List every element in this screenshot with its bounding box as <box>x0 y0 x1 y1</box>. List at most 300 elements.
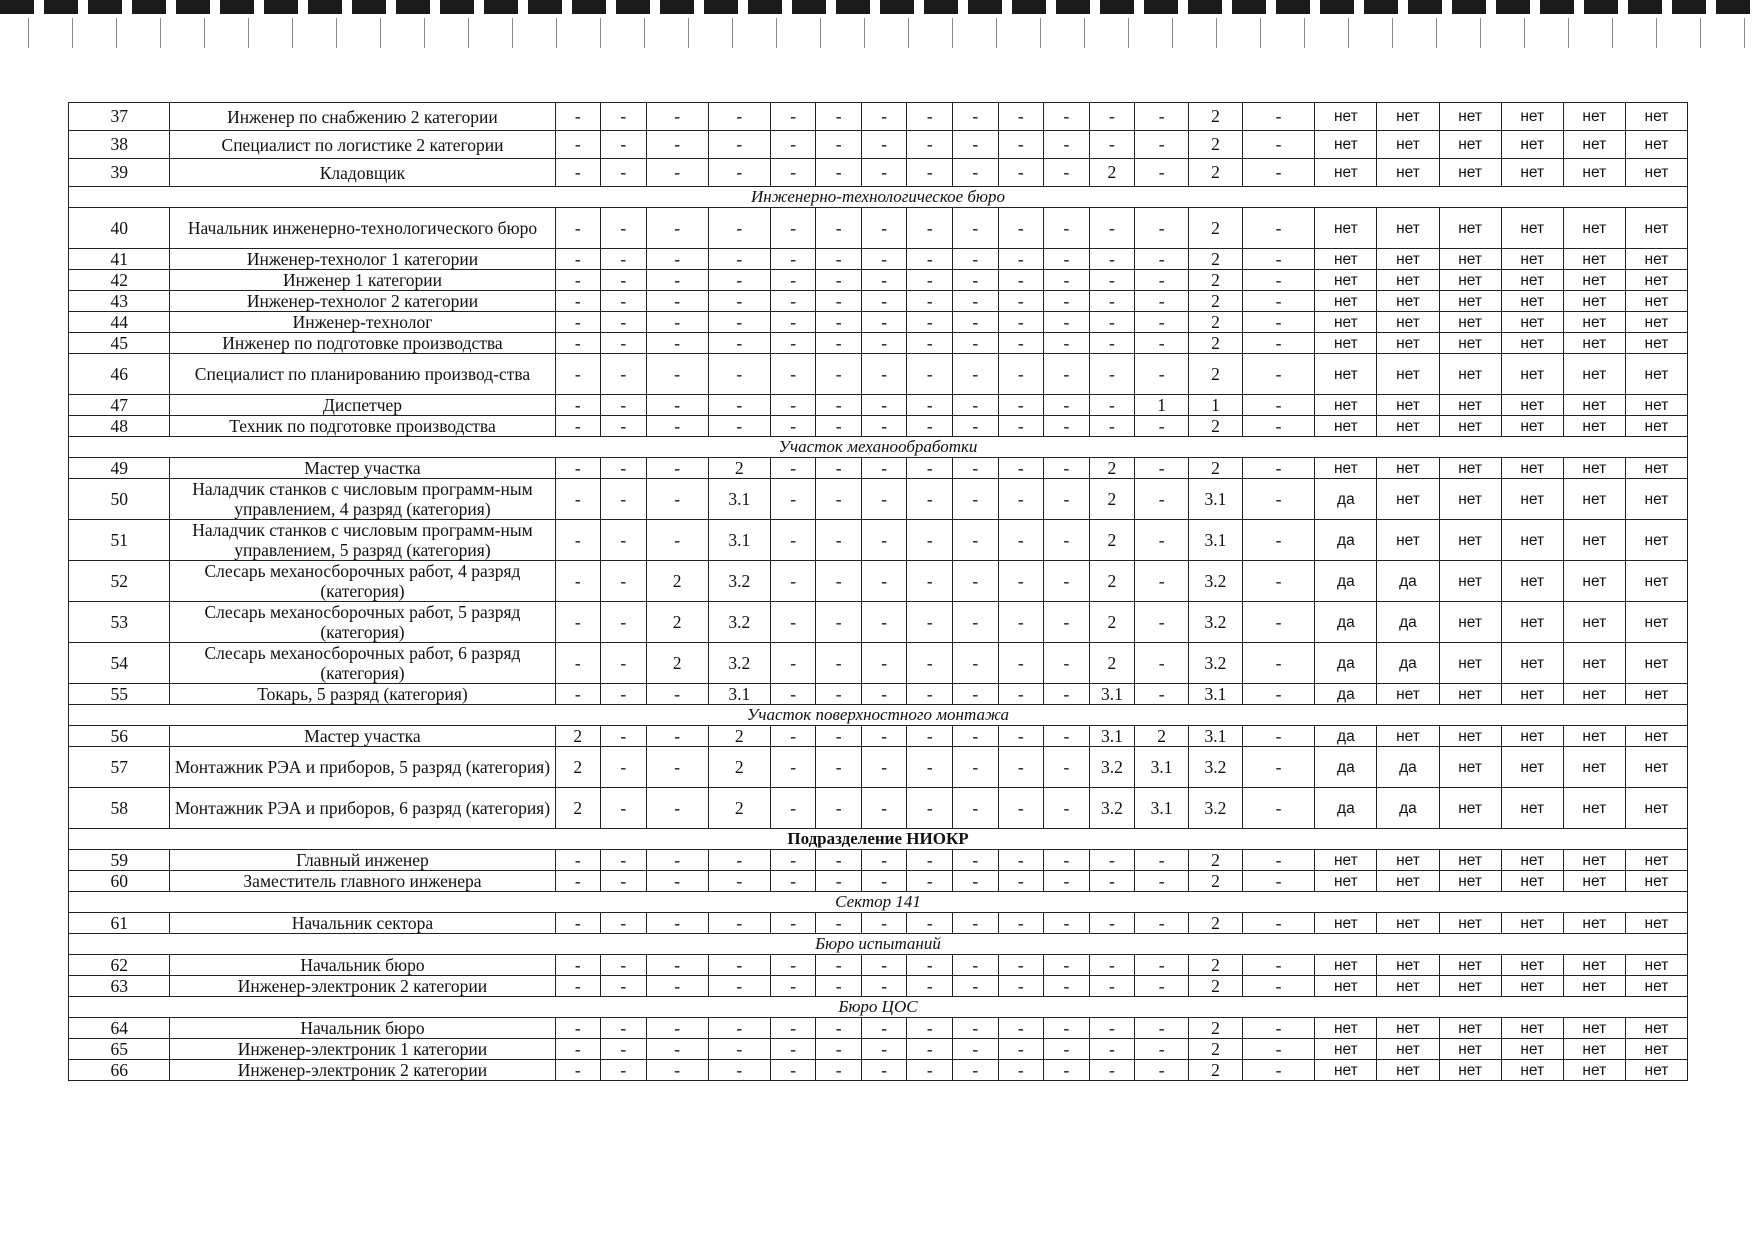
table-row <box>69 871 1688 892</box>
binding-strip <box>0 0 1754 14</box>
factor-cell: - <box>646 291 708 312</box>
yes-no-cell: нет <box>1315 312 1377 333</box>
factor-cell: - <box>555 333 601 354</box>
factor-cell: - <box>1135 1060 1189 1081</box>
factor-cell: - <box>555 684 601 705</box>
section-title: Бюро ЦОС <box>69 997 1688 1018</box>
yes-no-cell: нет <box>1501 643 1563 684</box>
factor-cell: - <box>1135 291 1189 312</box>
factor-cell: - <box>907 416 953 437</box>
factor-cell: - <box>998 416 1044 437</box>
factor-cell: - <box>1089 208 1135 249</box>
yes-no-cell: нет <box>1501 312 1563 333</box>
factor-cell: - <box>1242 479 1314 520</box>
table-row <box>69 976 1688 997</box>
row-number: 45 <box>69 333 170 354</box>
yes-no-cell: нет <box>1563 520 1625 561</box>
yes-no-cell: нет <box>1625 1039 1687 1060</box>
factor-cell: - <box>1044 208 1090 249</box>
yes-no-cell: нет <box>1315 976 1377 997</box>
factor-cell: 2 <box>1089 479 1135 520</box>
factor-cell: 2 <box>708 788 770 829</box>
yes-no-cell: нет <box>1625 561 1687 602</box>
factor-cell: - <box>1135 643 1189 684</box>
section-title: Инженерно-технологическое бюро <box>69 187 1688 208</box>
yes-no-cell: нет <box>1625 976 1687 997</box>
factor-cell: 3.1 <box>1189 520 1243 561</box>
factor-cell: - <box>646 726 708 747</box>
factor-cell: - <box>708 976 770 997</box>
factor-cell: - <box>907 1060 953 1081</box>
factor-cell: - <box>555 1039 601 1060</box>
factor-cell: - <box>601 684 647 705</box>
factor-cell: - <box>770 131 816 159</box>
factor-cell: - <box>907 291 953 312</box>
yes-no-cell: нет <box>1439 726 1501 747</box>
yes-no-cell: нет <box>1377 479 1439 520</box>
factor-cell: - <box>1044 479 1090 520</box>
yes-no-cell: нет <box>1315 1018 1377 1039</box>
yes-no-cell: да <box>1377 602 1439 643</box>
yes-no-cell: нет <box>1377 270 1439 291</box>
factor-cell: 3.2 <box>1189 561 1243 602</box>
factor-cell: - <box>555 976 601 997</box>
factor-cell: 2 <box>555 726 601 747</box>
factor-cell: - <box>646 520 708 561</box>
yes-no-cell: нет <box>1439 416 1501 437</box>
row-number: 46 <box>69 354 170 395</box>
factor-cell: 2 <box>1189 1060 1243 1081</box>
factor-cell: - <box>1044 270 1090 291</box>
table-row <box>69 850 1688 871</box>
factor-cell: - <box>1242 561 1314 602</box>
yes-no-cell: нет <box>1315 871 1377 892</box>
yes-no-cell: нет <box>1315 395 1377 416</box>
factor-cell: - <box>1242 458 1314 479</box>
factor-cell: - <box>555 291 601 312</box>
factor-cell: 3.1 <box>1135 788 1189 829</box>
factor-cell: - <box>953 747 999 788</box>
yes-no-cell: нет <box>1439 1039 1501 1060</box>
factor-cell: - <box>770 159 816 187</box>
position-name: Слесарь механосборочных работ, 5 разряд (категория) <box>170 602 555 643</box>
factor-cell: - <box>601 458 647 479</box>
factor-cell: - <box>1089 1060 1135 1081</box>
factor-cell: - <box>816 726 862 747</box>
factor-cell: - <box>1135 270 1189 291</box>
yes-no-cell: нет <box>1501 270 1563 291</box>
factor-cell: - <box>861 291 907 312</box>
factor-cell: - <box>953 684 999 705</box>
factor-cell: - <box>953 1060 999 1081</box>
position-name: Заместитель главного инженера <box>170 871 555 892</box>
factor-cell: - <box>601 312 647 333</box>
factor-cell: - <box>816 602 862 643</box>
factor-cell: - <box>907 561 953 602</box>
factor-cell: - <box>646 416 708 437</box>
position-name: Слесарь механосборочных работ, 4 разряд (категория) <box>170 561 555 602</box>
yes-no-cell: нет <box>1377 208 1439 249</box>
position-name: Наладчик станков с числовым программ-ным управлением, 5 разряд (категория) <box>170 520 555 561</box>
factor-cell: - <box>646 159 708 187</box>
table-row <box>69 684 1688 705</box>
row-number: 57 <box>69 747 170 788</box>
factor-cell: - <box>861 788 907 829</box>
yes-no-cell: нет <box>1439 479 1501 520</box>
table-row <box>69 520 1688 561</box>
factor-cell: 2 <box>1189 291 1243 312</box>
factor-cell: 3.2 <box>1089 788 1135 829</box>
factor-cell: 2 <box>1189 103 1243 131</box>
yes-no-cell: да <box>1377 747 1439 788</box>
yes-no-cell: да <box>1315 747 1377 788</box>
factor-cell: - <box>861 270 907 291</box>
factor-cell: - <box>816 479 862 520</box>
factor-cell: - <box>555 395 601 416</box>
factor-cell: - <box>770 955 816 976</box>
factor-cell: - <box>1135 850 1189 871</box>
factor-cell: - <box>998 871 1044 892</box>
factor-cell: - <box>861 131 907 159</box>
yes-no-cell: нет <box>1625 726 1687 747</box>
table-row <box>69 1060 1688 1081</box>
factor-cell: - <box>601 643 647 684</box>
yes-no-cell: нет <box>1563 913 1625 934</box>
yes-no-cell: нет <box>1377 159 1439 187</box>
yes-no-cell: нет <box>1377 312 1439 333</box>
factor-cell: - <box>1044 312 1090 333</box>
factor-cell: - <box>770 1060 816 1081</box>
yes-no-cell: нет <box>1439 312 1501 333</box>
factor-cell: - <box>861 208 907 249</box>
yes-no-cell: нет <box>1501 458 1563 479</box>
factor-cell: - <box>601 416 647 437</box>
factor-cell: - <box>555 208 601 249</box>
factor-cell: - <box>770 602 816 643</box>
yes-no-cell: нет <box>1625 354 1687 395</box>
factor-cell: - <box>1089 249 1135 270</box>
factor-cell: - <box>1135 602 1189 643</box>
factor-cell: - <box>861 103 907 131</box>
yes-no-cell: нет <box>1501 131 1563 159</box>
factor-cell: - <box>1044 291 1090 312</box>
row-number: 56 <box>69 726 170 747</box>
yes-no-cell: нет <box>1501 726 1563 747</box>
factor-cell: - <box>601 159 647 187</box>
section-title: Подразделение НИОКР <box>69 829 1688 850</box>
factor-cell: - <box>953 479 999 520</box>
factor-cell: 3.2 <box>1189 643 1243 684</box>
factor-cell: 3.1 <box>1189 684 1243 705</box>
factor-cell: - <box>770 850 816 871</box>
position-name: Инженер-технолог <box>170 312 555 333</box>
table-row <box>69 208 1688 249</box>
yes-no-cell: нет <box>1315 458 1377 479</box>
factor-cell: - <box>861 602 907 643</box>
factor-cell: - <box>998 159 1044 187</box>
factor-cell: - <box>708 416 770 437</box>
factor-cell: - <box>998 354 1044 395</box>
factor-cell: - <box>1089 270 1135 291</box>
factor-cell: - <box>646 684 708 705</box>
factor-cell: - <box>708 131 770 159</box>
factor-cell: - <box>998 479 1044 520</box>
table-row <box>69 788 1688 829</box>
yes-no-cell: нет <box>1625 103 1687 131</box>
factor-cell: 2 <box>1089 159 1135 187</box>
factor-cell: - <box>998 726 1044 747</box>
table-row <box>69 270 1688 291</box>
yes-no-cell: да <box>1315 684 1377 705</box>
factor-cell: - <box>1242 788 1314 829</box>
section-title: Участок механообработки <box>69 437 1688 458</box>
yes-no-cell: нет <box>1377 520 1439 561</box>
position-name: Мастер участка <box>170 726 555 747</box>
yes-no-cell: нет <box>1315 850 1377 871</box>
yes-no-cell: нет <box>1563 159 1625 187</box>
section-header-row <box>69 997 1688 1018</box>
yes-no-cell: нет <box>1501 159 1563 187</box>
factor-cell: - <box>953 788 999 829</box>
factor-cell: - <box>708 913 770 934</box>
factor-cell: - <box>907 602 953 643</box>
yes-no-cell: нет <box>1377 1039 1439 1060</box>
factor-cell: - <box>816 159 862 187</box>
row-number: 44 <box>69 312 170 333</box>
yes-no-cell: нет <box>1377 850 1439 871</box>
factor-cell: - <box>998 747 1044 788</box>
factor-cell: - <box>1242 871 1314 892</box>
factor-cell: 3.1 <box>1189 726 1243 747</box>
factor-cell: - <box>1089 291 1135 312</box>
factor-cell: 2 <box>1189 1018 1243 1039</box>
factor-cell: - <box>1044 416 1090 437</box>
row-number: 48 <box>69 416 170 437</box>
factor-cell: - <box>770 458 816 479</box>
factor-cell: - <box>646 208 708 249</box>
yes-no-cell: нет <box>1439 788 1501 829</box>
yes-no-cell: нет <box>1315 270 1377 291</box>
position-name: Начальник бюро <box>170 955 555 976</box>
factor-cell: 2 <box>1135 726 1189 747</box>
factor-cell: - <box>998 788 1044 829</box>
factor-cell: - <box>816 208 862 249</box>
yes-no-cell: нет <box>1315 1060 1377 1081</box>
yes-no-cell: да <box>1315 520 1377 561</box>
table-row <box>69 249 1688 270</box>
factor-cell: - <box>708 249 770 270</box>
factor-cell: - <box>816 395 862 416</box>
yes-no-cell: нет <box>1625 270 1687 291</box>
position-name: Начальник инженерно-технологического бюро <box>170 208 555 249</box>
factor-cell: - <box>646 395 708 416</box>
factor-cell: - <box>907 270 953 291</box>
factor-cell: - <box>601 103 647 131</box>
yes-no-cell: нет <box>1501 1039 1563 1060</box>
factor-cell: - <box>816 458 862 479</box>
factor-cell: 3.2 <box>1189 747 1243 788</box>
factor-cell: - <box>953 643 999 684</box>
row-number: 66 <box>69 1060 170 1081</box>
factor-cell: - <box>907 1039 953 1060</box>
factor-cell: - <box>861 976 907 997</box>
factor-cell: - <box>770 291 816 312</box>
factor-cell: 2 <box>1189 955 1243 976</box>
yes-no-cell: нет <box>1625 913 1687 934</box>
factor-cell: - <box>1135 520 1189 561</box>
factor-cell: - <box>1044 249 1090 270</box>
yes-no-cell: нет <box>1563 479 1625 520</box>
factor-cell: - <box>770 270 816 291</box>
factor-cell: - <box>555 561 601 602</box>
factor-cell: - <box>907 643 953 684</box>
factor-cell: - <box>816 643 862 684</box>
yes-no-cell: да <box>1315 602 1377 643</box>
factor-cell: - <box>1089 312 1135 333</box>
yes-no-cell: нет <box>1501 520 1563 561</box>
yes-no-cell: нет <box>1625 788 1687 829</box>
position-name: Инженер-электроник 2 категории <box>170 1060 555 1081</box>
factor-cell: 2 <box>1189 208 1243 249</box>
yes-no-cell: нет <box>1625 249 1687 270</box>
factor-cell: - <box>1044 850 1090 871</box>
factor-cell: - <box>953 520 999 561</box>
position-name: Инженер-электроник 1 категории <box>170 1039 555 1060</box>
factor-cell: 2 <box>708 458 770 479</box>
factor-cell: - <box>770 913 816 934</box>
factor-cell: - <box>770 1039 816 1060</box>
factor-cell: - <box>1135 131 1189 159</box>
table-row <box>69 312 1688 333</box>
yes-no-cell: нет <box>1377 103 1439 131</box>
factor-cell: - <box>1242 726 1314 747</box>
factor-cell: - <box>770 395 816 416</box>
position-name: Мастер участка <box>170 458 555 479</box>
table-body <box>69 103 1688 1081</box>
factor-cell: - <box>1242 1039 1314 1060</box>
factor-cell: 2 <box>1189 131 1243 159</box>
factor-cell: - <box>1044 726 1090 747</box>
table-row <box>69 561 1688 602</box>
factor-cell: - <box>953 131 999 159</box>
factor-cell: - <box>907 159 953 187</box>
factor-cell: - <box>1044 1039 1090 1060</box>
position-name: Специалист по планированию производ-ства <box>170 354 555 395</box>
factor-cell: 2 <box>646 643 708 684</box>
factor-cell: 2 <box>1189 458 1243 479</box>
yes-no-cell: нет <box>1625 747 1687 788</box>
factor-cell: - <box>1044 747 1090 788</box>
yes-no-cell: нет <box>1315 131 1377 159</box>
yes-no-cell: нет <box>1501 1018 1563 1039</box>
factor-cell: - <box>601 520 647 561</box>
factor-cell: - <box>770 333 816 354</box>
factor-cell: - <box>1089 913 1135 934</box>
factor-cell: - <box>1135 955 1189 976</box>
factor-cell: - <box>1242 395 1314 416</box>
row-number: 53 <box>69 602 170 643</box>
factor-cell: 2 <box>1189 159 1243 187</box>
factor-cell: 2 <box>1189 416 1243 437</box>
factor-cell: - <box>861 354 907 395</box>
factor-cell: - <box>601 291 647 312</box>
factor-cell: 2 <box>1189 850 1243 871</box>
yes-no-cell: нет <box>1563 684 1625 705</box>
factor-cell: - <box>1135 159 1189 187</box>
factor-cell: 3.2 <box>708 602 770 643</box>
factor-cell: - <box>555 131 601 159</box>
position-name: Инженер-технолог 1 категории <box>170 249 555 270</box>
factor-cell: 3.1 <box>1089 726 1135 747</box>
yes-no-cell: нет <box>1625 208 1687 249</box>
position-name: Инженер по подготовке производства <box>170 333 555 354</box>
position-name: Слесарь механосборочных работ, 6 разряд (категория) <box>170 643 555 684</box>
yes-no-cell: нет <box>1315 249 1377 270</box>
yes-no-cell: нет <box>1377 913 1439 934</box>
factor-cell: - <box>770 684 816 705</box>
factor-cell: - <box>998 1039 1044 1060</box>
factor-cell: - <box>646 458 708 479</box>
factor-cell: 2 <box>1089 458 1135 479</box>
factor-cell: - <box>907 249 953 270</box>
yes-no-cell: нет <box>1501 561 1563 602</box>
yes-no-cell: нет <box>1439 850 1501 871</box>
factor-cell: 3.1 <box>1189 479 1243 520</box>
factor-cell: - <box>998 684 1044 705</box>
factor-cell: - <box>708 291 770 312</box>
factor-cell: 2 <box>1189 333 1243 354</box>
factor-cell: 3.1 <box>708 520 770 561</box>
factor-cell: - <box>601 976 647 997</box>
row-number: 63 <box>69 976 170 997</box>
yes-no-cell: нет <box>1563 416 1625 437</box>
factor-cell: - <box>953 270 999 291</box>
yes-no-cell: нет <box>1439 270 1501 291</box>
yes-no-cell: нет <box>1377 395 1439 416</box>
yes-no-cell: нет <box>1563 1039 1625 1060</box>
row-number: 39 <box>69 159 170 187</box>
factor-cell: - <box>1089 955 1135 976</box>
factor-cell: - <box>1044 103 1090 131</box>
yes-no-cell: нет <box>1563 788 1625 829</box>
factor-cell: - <box>601 1018 647 1039</box>
factor-cell: - <box>770 103 816 131</box>
yes-no-cell: нет <box>1625 312 1687 333</box>
factor-cell: - <box>646 312 708 333</box>
yes-no-cell: нет <box>1377 458 1439 479</box>
yes-no-cell: нет <box>1439 208 1501 249</box>
factor-cell: - <box>861 643 907 684</box>
factor-cell: 2 <box>1089 602 1135 643</box>
factor-cell: - <box>555 458 601 479</box>
factor-cell: - <box>601 1039 647 1060</box>
factor-cell: - <box>907 850 953 871</box>
factor-cell: - <box>646 871 708 892</box>
factor-cell: - <box>907 103 953 131</box>
factor-cell: - <box>555 1060 601 1081</box>
row-number: 54 <box>69 643 170 684</box>
factor-cell: - <box>861 395 907 416</box>
factor-cell: - <box>861 913 907 934</box>
factor-cell: - <box>1242 333 1314 354</box>
factor-cell: - <box>555 871 601 892</box>
position-name: Токарь, 5 разряд (категория) <box>170 684 555 705</box>
factor-cell: - <box>907 131 953 159</box>
factor-cell: - <box>1089 333 1135 354</box>
factor-cell: - <box>1089 976 1135 997</box>
factor-cell: 2 <box>1189 913 1243 934</box>
factor-cell: - <box>555 416 601 437</box>
